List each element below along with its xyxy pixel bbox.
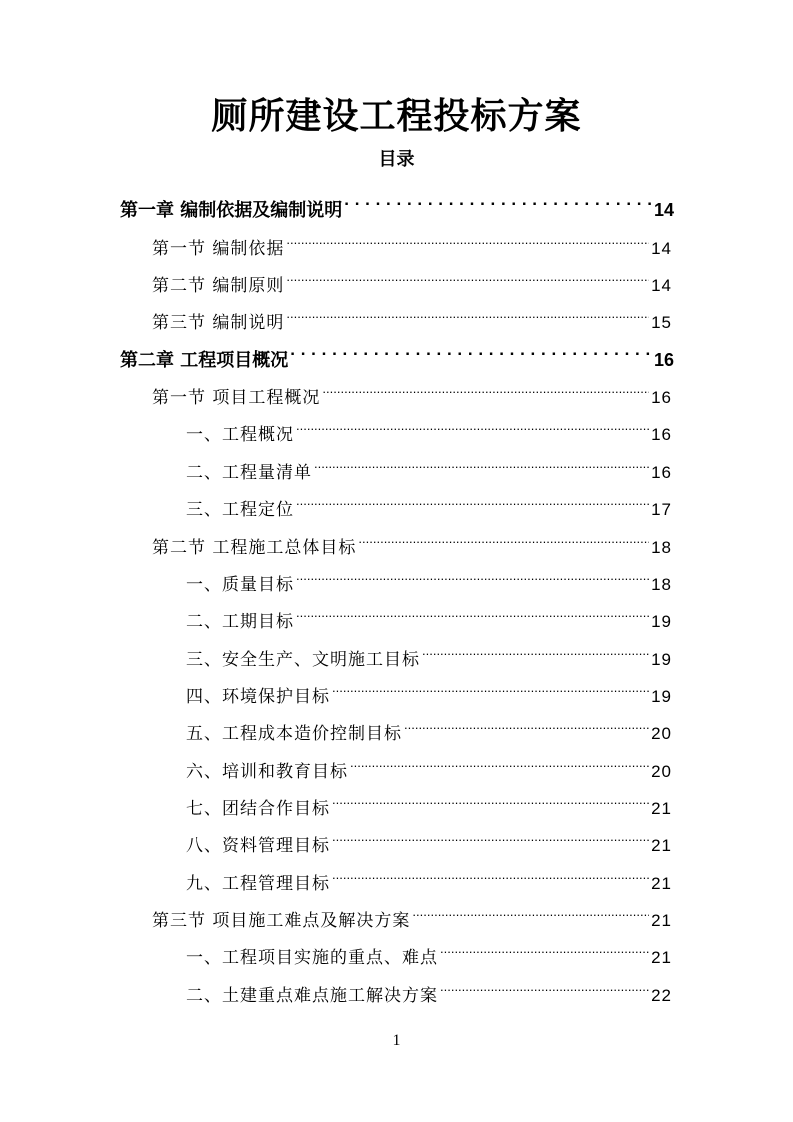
toc-dot-leader bbox=[332, 853, 649, 889]
toc-entry-page: 21 bbox=[651, 948, 672, 967]
toc-entry-label: 六、培训和教育目标 bbox=[186, 762, 348, 782]
toc-dot-leader bbox=[296, 404, 649, 440]
toc-entry-label: 一、工程项目实施的重点、难点 bbox=[186, 948, 438, 968]
toc-entry-label: 二、工程量清单 bbox=[186, 463, 312, 483]
toc-entry-page: 21 bbox=[651, 911, 672, 930]
toc-entry-page: 20 bbox=[651, 724, 672, 743]
toc-entry-page: 19 bbox=[651, 687, 672, 706]
document-title: 厕所建设工程投标方案 bbox=[211, 95, 582, 137]
toc-dot-leader bbox=[286, 218, 649, 254]
toc-entry-label: 第二节 工程施工总体目标 bbox=[152, 538, 357, 558]
toc-chapter-entry[interactable] bbox=[120, 180, 674, 221]
toc-entry-page: 16 bbox=[651, 425, 672, 444]
toc-entry-page: 16 bbox=[651, 463, 672, 482]
toc-item-entry[interactable] bbox=[186, 853, 672, 894]
toc-section-entry[interactable] bbox=[152, 367, 672, 408]
toc-entry-page: 21 bbox=[651, 799, 672, 818]
toc-entry-page: 18 bbox=[651, 538, 672, 557]
toc-dot-leader bbox=[440, 927, 649, 963]
toc-dot-leader bbox=[290, 330, 652, 366]
toc-entry-label: 第二节 编制原则 bbox=[152, 276, 285, 296]
toc-entry-label: 九、工程管理目标 bbox=[186, 874, 330, 894]
toc-dot-leader bbox=[404, 703, 649, 739]
toc-dot-leader bbox=[332, 778, 649, 814]
toc-dot-leader bbox=[332, 815, 649, 851]
toc-section-entry[interactable] bbox=[152, 255, 672, 296]
toc-entry-page: 16 bbox=[651, 388, 672, 407]
toc-entry-page: 20 bbox=[651, 762, 672, 781]
toc-entry-label: 第一节 项目工程概况 bbox=[152, 388, 321, 408]
toc-entry-label: 三、安全生产、文明施工目标 bbox=[186, 650, 420, 670]
toc-entry-label: 二、工期目标 bbox=[186, 612, 294, 632]
toc-dot-leader bbox=[422, 629, 649, 665]
toc-dot-leader bbox=[296, 479, 649, 515]
toc-entry-page: 19 bbox=[651, 612, 672, 631]
toc-dot-leader bbox=[440, 965, 649, 1001]
toc-item-entry[interactable] bbox=[186, 927, 672, 968]
toc-entry-label: 第三节 编制说明 bbox=[152, 313, 285, 333]
toc-entry-page: 14 bbox=[653, 200, 674, 220]
toc-section-entry[interactable] bbox=[152, 292, 672, 333]
page-number: 1 bbox=[392, 1032, 401, 1049]
toc-entry-page: 14 bbox=[651, 239, 672, 258]
toc-dot-leader bbox=[350, 741, 649, 777]
toc-item-entry[interactable] bbox=[186, 591, 672, 632]
toc-item-entry[interactable] bbox=[186, 554, 672, 595]
toc-item-entry[interactable] bbox=[186, 741, 672, 782]
toc-dot-leader bbox=[286, 292, 649, 328]
toc-item-entry[interactable] bbox=[186, 629, 672, 670]
toc-item-entry[interactable] bbox=[186, 666, 672, 707]
toc-entry-label: 一、质量目标 bbox=[186, 575, 294, 595]
toc-dot-leader bbox=[322, 367, 649, 403]
toc-entry-page: 19 bbox=[651, 650, 672, 669]
toc-item-entry[interactable] bbox=[186, 965, 672, 1006]
toc-item-entry[interactable] bbox=[186, 815, 672, 856]
toc-dot-leader bbox=[358, 517, 649, 553]
toc-dot-leader bbox=[344, 180, 652, 216]
toc-entry-page: 14 bbox=[651, 276, 672, 295]
toc-item-entry[interactable] bbox=[186, 442, 672, 483]
toc-entry-label: 一、工程概况 bbox=[186, 425, 294, 445]
toc-section-entry[interactable] bbox=[152, 890, 672, 931]
toc-item-entry[interactable] bbox=[186, 404, 672, 445]
toc-entry-label: 第一章 编制依据及编制说明 bbox=[120, 200, 343, 221]
toc-heading: 目录 bbox=[378, 149, 415, 170]
toc-section-entry[interactable] bbox=[152, 218, 672, 259]
toc-entry-label: 五、工程成本造价控制目标 bbox=[186, 724, 402, 744]
toc-dot-leader bbox=[412, 890, 649, 926]
toc-entry-label: 三、工程定位 bbox=[186, 500, 294, 520]
toc-entry-label: 第三节 项目施工难点及解决方案 bbox=[152, 911, 411, 931]
toc-entry-page: 22 bbox=[651, 986, 672, 1005]
toc-dot-leader bbox=[296, 591, 649, 627]
toc-item-entry[interactable] bbox=[186, 778, 672, 819]
toc-item-entry[interactable] bbox=[186, 479, 672, 520]
toc-chapter-entry[interactable] bbox=[120, 330, 674, 371]
toc-dot-leader bbox=[332, 666, 649, 702]
toc-entry-page: 15 bbox=[651, 313, 672, 332]
toc-section-entry[interactable] bbox=[152, 517, 672, 558]
toc-dot-leader bbox=[314, 442, 649, 478]
toc-entry-label: 第一节 编制依据 bbox=[152, 239, 285, 259]
toc-entry-label: 七、团结合作目标 bbox=[186, 799, 330, 819]
toc-entry-label: 八、资料管理目标 bbox=[186, 836, 330, 856]
toc-entry-label: 四、环境保护目标 bbox=[186, 687, 330, 707]
toc-entry-label: 第二章 工程项目概况 bbox=[120, 350, 289, 371]
toc-entry-page: 18 bbox=[651, 575, 672, 594]
toc-entry-page: 16 bbox=[653, 350, 674, 370]
toc-item-entry[interactable] bbox=[186, 703, 672, 744]
toc-entry-page: 17 bbox=[651, 500, 672, 519]
toc-dot-leader bbox=[296, 554, 649, 590]
toc-entry-page: 21 bbox=[651, 836, 672, 855]
toc-entry-page: 21 bbox=[651, 874, 672, 893]
toc-dot-leader bbox=[286, 255, 649, 291]
toc-entry-label: 二、土建重点难点施工解决方案 bbox=[186, 986, 438, 1006]
